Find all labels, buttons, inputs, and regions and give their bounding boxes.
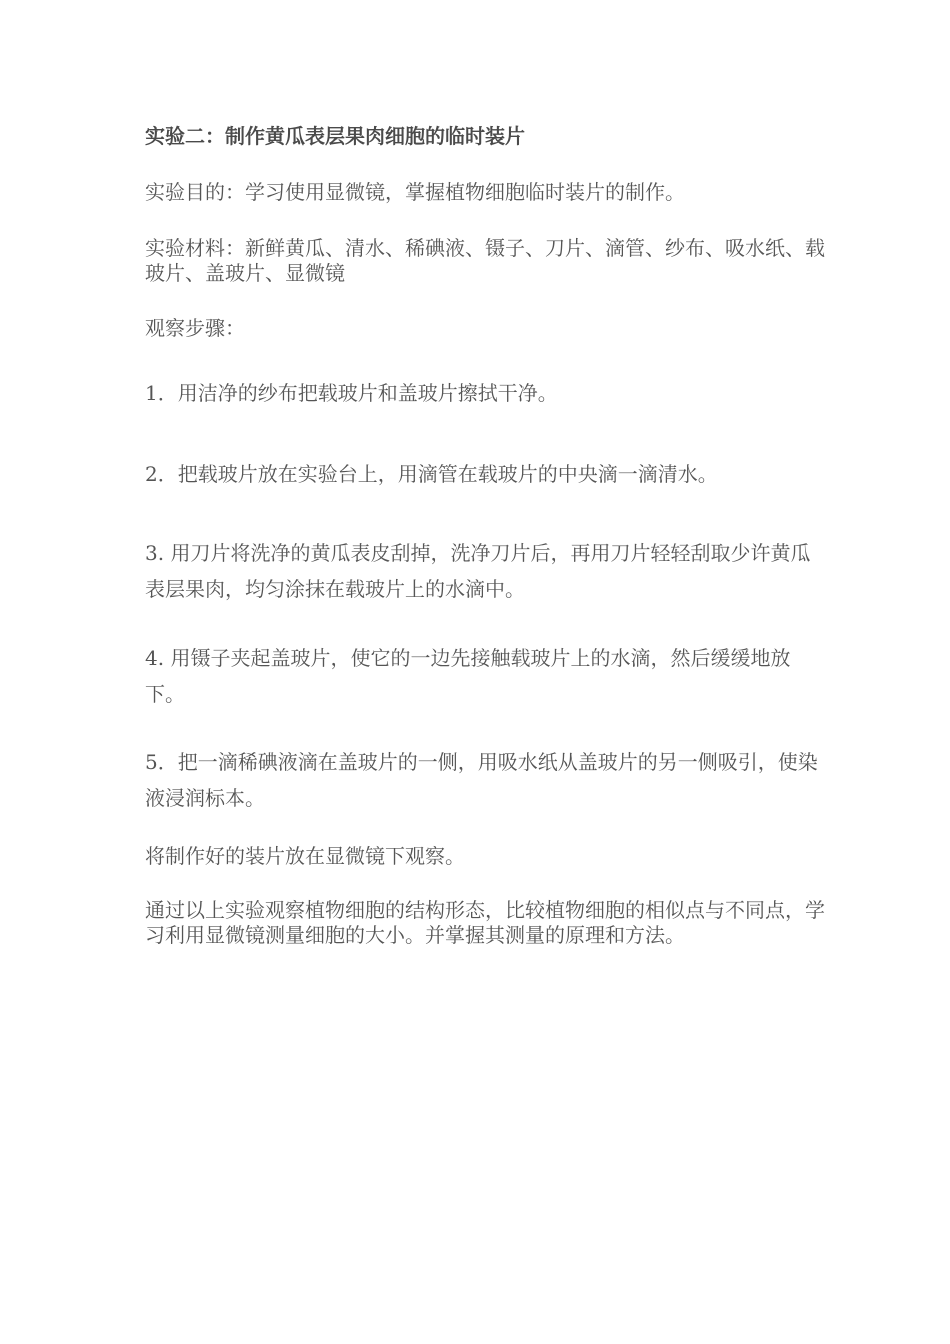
observe-paragraph: 将制作好的装片放在显微镜下观察。: [145, 844, 465, 868]
step-5: 5．把一滴稀碘液滴在盖玻片的一侧，用吸水纸从盖玻片的另一侧吸引，使染液浸润标本。: [145, 750, 818, 810]
purpose-paragraph: 实验目的：学习使用显微镜，掌握植物细胞临时装片的制作。: [145, 180, 685, 204]
conclusion-paragraph: 通过以上实验观察植物细胞的结构形态，比较植物细胞的相似点与不同点，学习利用显微镜测量细胞的大小。并掌握其测量的原理和方法。: [145, 898, 825, 947]
step-1: 1．用洁净的纱布把载玻片和盖玻片擦拭干净。: [145, 381, 558, 405]
step-3: 3. 用刀片将洗净的黄瓜表皮刮掉，洗净刀片后，再用刀片轻轻刮取少许黄瓜表层果肉，均匀涂抹在载玻片上的水滴中。: [145, 541, 811, 601]
step-4: 4. 用镊子夹起盖玻片，使它的一边先接触载玻片上的水滴，然后缓缓地放下。: [145, 646, 791, 706]
step-2: 2．把载玻片放在实验台上，用滴管在载玻片的中央滴一滴清水。: [145, 462, 718, 486]
materials-paragraph: 实验材料：新鲜黄瓜、清水、稀碘液、镊子、刀片、滴管、纱布、吸水纸、载玻片、盖玻片、显微镜: [145, 236, 825, 285]
document-title: 实验二：制作黄瓜表层果肉细胞的临时装片: [145, 124, 525, 148]
steps-heading: 观察步骤：: [145, 316, 245, 340]
